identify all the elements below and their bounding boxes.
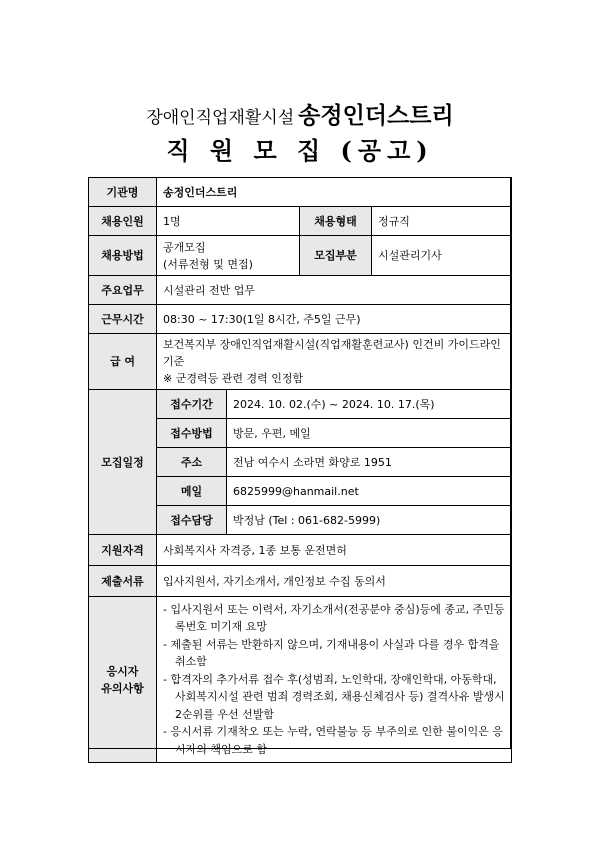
label-contact: 접수담당	[157, 506, 227, 535]
label-department: 모집부분	[300, 236, 372, 276]
list-item: - 응시서류 기재착오 또는 누락, 연락불능 등 부주의로 인한 불이익은 응시자의 책임으로 함	[163, 725, 503, 756]
value-main-duty: 시설관리 전반 업무	[157, 276, 512, 305]
label-address: 주소	[157, 448, 227, 477]
label-salary	[89, 334, 157, 390]
row-documents	[89, 566, 512, 597]
row-method	[89, 236, 512, 276]
salary-line1: 보건복지부 장애인직업재활시설(직업재활훈련교사) 인건비 가이드라인 기준	[163, 338, 501, 368]
label-submit-method: 접수방법	[157, 419, 227, 448]
row-hours	[89, 305, 512, 334]
value-salary	[157, 334, 512, 390]
value-department: 시설관리기사	[372, 236, 512, 276]
method-line2: (서류전형 및 면접)	[163, 257, 253, 271]
value-notes	[157, 597, 512, 763]
label-agency: 기관명	[89, 178, 157, 207]
value-contact: 박정남 (Tel : 061-682-5999)	[227, 506, 512, 535]
label-period: 접수기간	[157, 390, 227, 419]
salary-label-text: 급 여	[109, 355, 136, 368]
value-headcount: 1명	[157, 207, 300, 236]
recruitment-table	[88, 177, 512, 763]
org-name: 송정인더스트리	[298, 102, 454, 129]
notes-label-line2: 유의사항	[101, 681, 144, 695]
row-headcount	[89, 207, 512, 236]
salary-line2: ※ 군경력등 관련 경력 인정함	[163, 372, 304, 385]
value-employment-type: 정규직	[372, 207, 512, 236]
label-employment-type: 채용형태	[300, 207, 372, 236]
org-type: 장애인직업재활시설	[146, 108, 295, 128]
value-qualification: 사회복지사 자격증, 1종 보통 운전면허	[157, 535, 512, 566]
value-period: 2024. 10. 02.(수) ~ 2024. 10. 17.(목)	[227, 390, 512, 419]
notes-label-line1: 응시자	[106, 664, 139, 678]
row-main-duty	[89, 276, 512, 305]
value-documents: 입사지원서, 자기소개서, 개인정보 수집 동의서	[157, 566, 512, 597]
label-email: 메일	[157, 477, 227, 506]
row-salary	[89, 334, 512, 390]
list-item: - 제출된 서류는 반환하지 않으며, 기재내용이 사실과 다를 경우 합격을 취소함	[163, 637, 500, 669]
value-email[interactable]: 6825999@hanmail.net	[227, 477, 512, 506]
value-hours: 08:30 ~ 17:30(1일 8시간, 주5일 근무)	[157, 305, 512, 334]
label-schedule: 모집일정	[89, 390, 157, 535]
header-line	[0, 97, 600, 130]
label-method: 채용방법	[89, 236, 157, 276]
label-notes	[89, 597, 157, 763]
value-submit-method: 방문, 우편, 메일	[227, 419, 512, 448]
row-notes	[89, 597, 512, 763]
label-documents: 제출서류	[89, 566, 157, 597]
row-qualification	[89, 535, 512, 566]
method-line1: 공개모집	[163, 240, 206, 254]
label-hours: 근무시간	[89, 305, 157, 334]
value-method	[157, 236, 300, 276]
row-schedule-period	[89, 390, 512, 419]
notes-list	[163, 601, 505, 759]
page-title: 직 원 모 집 (공고)	[166, 136, 434, 165]
value-address: 전남 여수시 소라면 화양로 1951	[227, 448, 512, 477]
value-agency: 송정인더스트리	[157, 178, 512, 207]
list-item: - 입사지원서 또는 이력서, 자기소개서(전공분야 중심)등에 종교, 주민등록번호 미기재 요망	[163, 602, 505, 634]
label-qualification: 지원자격	[89, 535, 157, 566]
row-agency	[89, 178, 512, 207]
label-main-duty: 주요업무	[89, 276, 157, 305]
label-headcount: 채용인원	[89, 207, 157, 236]
list-item: - 합격자의 추가서류 접수 후(성범죄, 노인학대, 장애인학대, 아동학대, 사회복지시설 관련 범죄 경력조회, 채용신체검사 등) 결격사유 발생시 2순위를 우선 선발함	[163, 672, 505, 721]
